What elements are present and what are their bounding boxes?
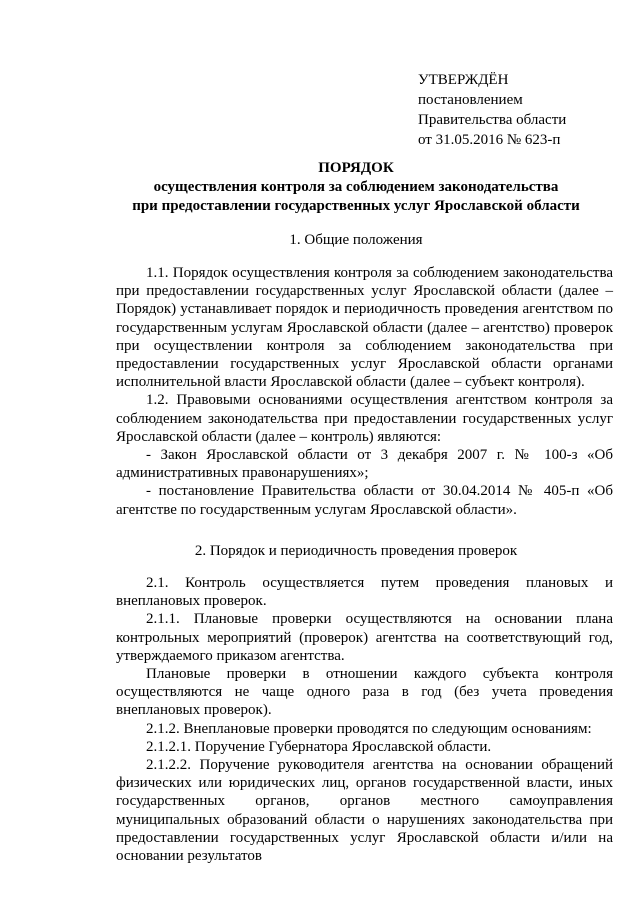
paragraph: 1.2. Правовыми основаниями осуществления агентством контроля за соблюдением законодательства при предоставлении государственных услуг Ярославской области (далее – контроль) являются: [116,392,613,445]
section-heading: 1. Общие положения [289,232,423,248]
section-heading: 2. Порядок и периодичность проведения проверок [194,543,518,559]
approval-title: УТВЕРЖДЁН [418,72,509,88]
paragraph: 2.1.2. Внеплановые проверки проводятся по следующим основаниям: [146,720,592,737]
paragraph: 2.1.2.2. Поручение руководителя агентства на основании обращений физических или юридических лиц, органов государственной власти, иных государственных органов, органов местного самоуправления муниципальных образований области о нарушениях законодательства при предоставлении государственных услуг Ярославской области и/или на основании результатов [116,757,613,865]
paragraph: 2.1.2.1. Поручение Губернатора Ярославской области. [146,738,492,755]
paragraph: 2.1.1. Плановые проверки осуществляются на основании плана контрольных мероприятий (проверок) агентства на соответствующий год, утверждаемого приказом агентства. [116,611,613,664]
approval-date: от 31.05.2016 № 623-п [418,132,561,148]
document-subtitle: при предоставлении государственных услуг Ярославской области [132,198,580,214]
document-title: ПОРЯДОК [318,160,394,176]
paragraph: Плановые проверки в отношении каждого субъекта контроля осуществляются не чаще одного раза в год (без учета проведения внеплановых проверок). [116,666,613,719]
paragraph: 1.1. Порядок осуществления контроля за соблюдением законодательства при предоставлении государственных услуг Ярославской области (далее – Порядок) устанавливает порядок и периодичность проведения агентством по государственным услугам Ярославской области (далее – агентство) проверок при осуществлении контроля за соблюдением законодательства при предоставлении государственных услуг Ярославской области органами исполнительной власти Ярославской области (далее – субъект контроля). [116,265,613,391]
paragraph: - Закон Ярославской области от 3 декабря 2007 г. № 100-з «Об административных правонарушениях»; [116,447,613,482]
approval-line: постановлением [418,92,523,108]
document-subtitle: осуществления контроля за соблюдением законодательства [153,179,559,195]
paragraph: 2.1. Контроль осуществляется путем проведения плановых и внеплановых проверок. [116,575,613,610]
approval-line: Правительства области [418,112,567,128]
section-body [116,574,613,865]
paragraph: - постановление Правительства области от 30.04.2014 № 405-п «Об агентстве по государственным услугам Ярославской области». [116,483,613,518]
section-body [116,264,613,519]
approval-stamp [418,70,566,150]
